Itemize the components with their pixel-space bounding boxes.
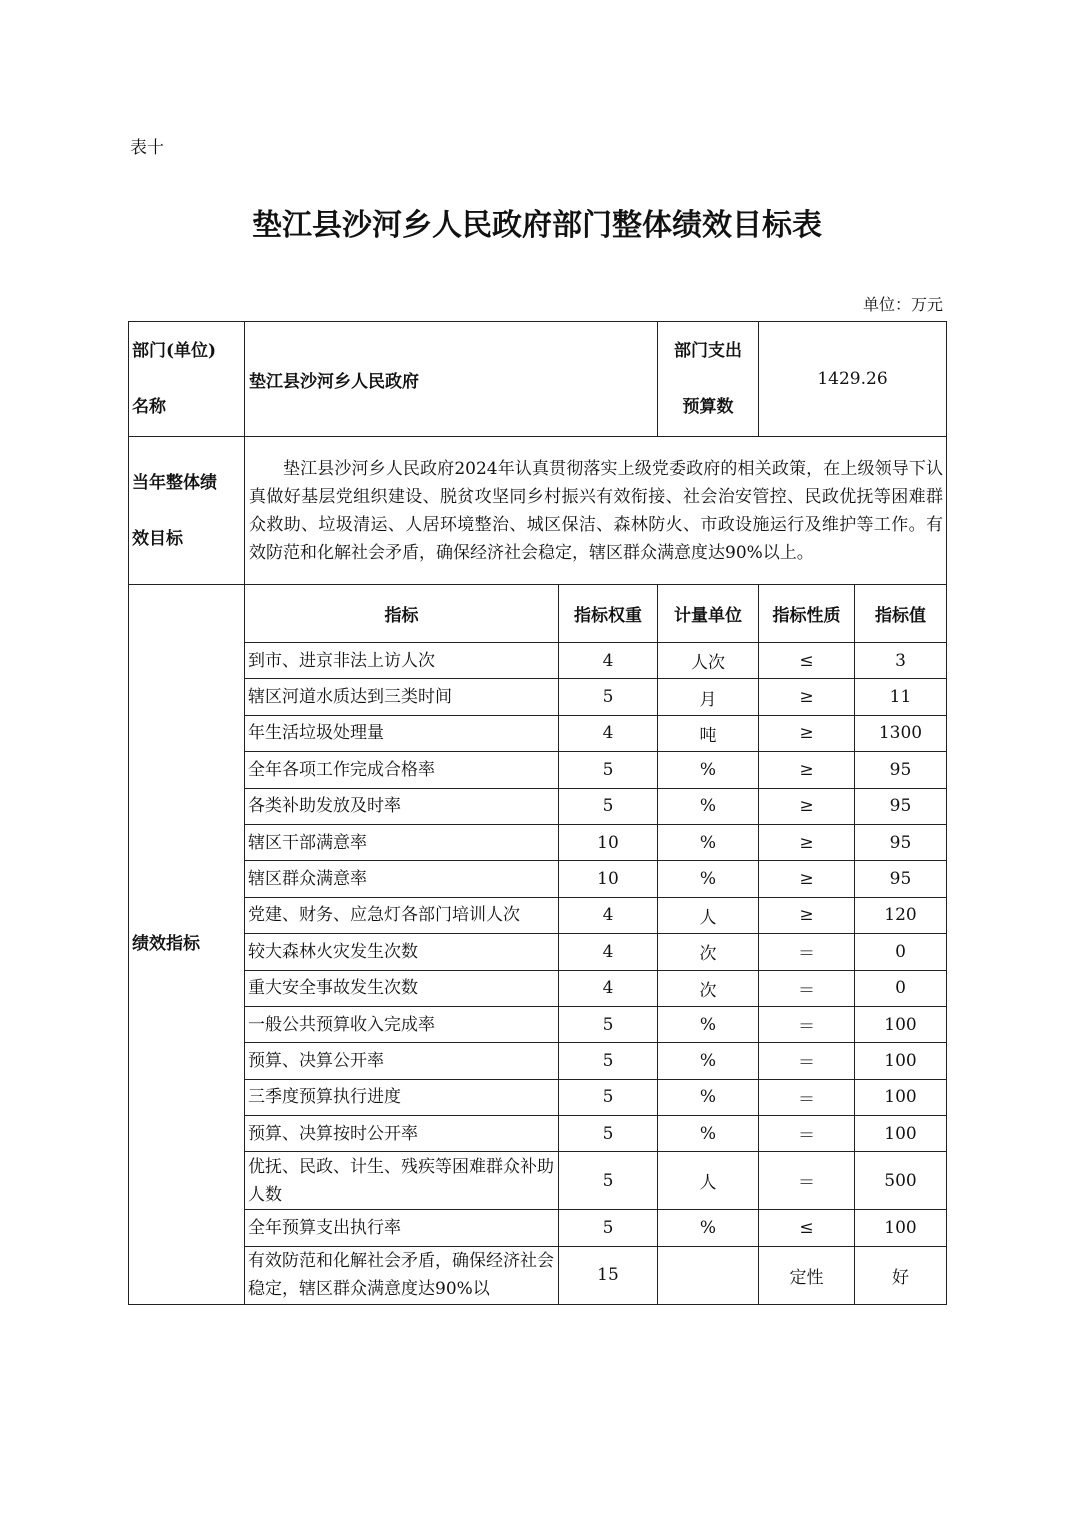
indicator-nature: ≥ [759, 752, 855, 788]
page-title: 垫江县沙河乡人民政府部门整体绩效目标表 [252, 208, 822, 243]
indicator-unit: % [658, 1079, 759, 1115]
dept-name-label: 部门(单位) 名称 [129, 322, 245, 437]
indicator-value: 3 [855, 643, 947, 679]
indicator-nature: ＝ [759, 1079, 855, 1115]
indicator-value: 11 [855, 679, 947, 715]
indicator-name: 三季度预算执行进度 [245, 1079, 559, 1115]
table-row [129, 934, 947, 970]
table-row [129, 752, 947, 788]
indicator-value: 95 [855, 788, 947, 824]
indicator-weight: 5 [559, 1152, 658, 1210]
indicator-nature: ≥ [759, 715, 855, 751]
indicator-value: 100 [855, 1210, 947, 1246]
indicator-value: 95 [855, 861, 947, 897]
indicator-name: 各类补助发放及时率 [245, 788, 559, 824]
indicator-weight: 15 [559, 1246, 658, 1304]
dept-name-value: 垫江县沙河乡人民政府 [245, 322, 658, 437]
indicator-nature: ≥ [759, 861, 855, 897]
indicator-name: 党建、财务、应急灯各部门培训人次 [245, 897, 559, 933]
table-row [129, 1246, 947, 1304]
indicator-value: 100 [855, 1116, 947, 1152]
budget-value: 1429.26 [759, 322, 947, 437]
indicator-weight: 4 [559, 643, 658, 679]
indicator-value: 100 [855, 1006, 947, 1042]
indicator-name: 预算、决算公开率 [245, 1043, 559, 1079]
indicator-weight: 4 [559, 897, 658, 933]
indicator-unit: % [658, 1043, 759, 1079]
indicator-weight: 5 [559, 1043, 658, 1079]
indicator-unit: % [658, 1116, 759, 1152]
indicator-value: 100 [855, 1079, 947, 1115]
col-header-indicator: 指标 [245, 585, 559, 643]
indicator-value: 95 [855, 752, 947, 788]
indicator-nature: ≤ [759, 643, 855, 679]
budget-label: 部门支出 预算数 [658, 322, 759, 437]
indicator-value: 1300 [855, 715, 947, 751]
table-row [129, 1079, 947, 1115]
table-row [129, 788, 947, 824]
indicator-name: 到市、进京非法上访人次 [245, 643, 559, 679]
indicator-value: 95 [855, 824, 947, 860]
table-row [129, 970, 947, 1006]
indicator-nature: ＝ [759, 1006, 855, 1042]
indicator-unit: 次 [658, 934, 759, 970]
indicator-weight: 5 [559, 1079, 658, 1115]
indicator-nature: ＝ [759, 934, 855, 970]
indicator-weight: 4 [559, 970, 658, 1006]
indicator-unit: 次 [658, 970, 759, 1006]
goal-row [129, 437, 947, 585]
indicator-value: 500 [855, 1152, 947, 1210]
indicator-name: 有效防范和化解社会矛盾，确保经济社会稳定，辖区群众满意度达90%以 [245, 1246, 559, 1304]
indicator-unit: % [658, 1210, 759, 1246]
table-number-label: 表十 [130, 138, 164, 158]
indicator-nature: ≤ [759, 1210, 855, 1246]
indicator-unit: % [658, 788, 759, 824]
indicator-nature: ≥ [759, 897, 855, 933]
indicator-unit: % [658, 1006, 759, 1042]
indicator-value: 0 [855, 970, 947, 1006]
indicator-name: 辖区河道水质达到三类时间 [245, 679, 559, 715]
indicator-unit: 人 [658, 897, 759, 933]
indicator-unit: % [658, 861, 759, 897]
indicator-name: 辖区群众满意率 [245, 861, 559, 897]
table-row [129, 1116, 947, 1152]
indicator-weight: 5 [559, 679, 658, 715]
col-header-weight: 指标权重 [559, 585, 658, 643]
table-row [129, 1006, 947, 1042]
table-row [129, 897, 947, 933]
indicator-nature: ＝ [759, 1116, 855, 1152]
indicator-name: 重大安全事故发生次数 [245, 970, 559, 1006]
indicator-value: 100 [855, 1043, 947, 1079]
col-header-unit: 计量单位 [658, 585, 759, 643]
indicator-value: 0 [855, 934, 947, 970]
indicator-weight: 5 [559, 752, 658, 788]
indicator-name: 一般公共预算收入完成率 [245, 1006, 559, 1042]
indicator-nature: ＝ [759, 1043, 855, 1079]
unit-label: 单位：万元 [862, 295, 943, 314]
indicator-unit: 人次 [658, 643, 759, 679]
indicator-value: 好 [855, 1246, 947, 1304]
indicator-nature: ≥ [759, 824, 855, 860]
indicator-unit: 月 [658, 679, 759, 715]
table-row [129, 1043, 947, 1079]
indicator-value: 120 [855, 897, 947, 933]
indicator-nature: 定性 [759, 1246, 855, 1304]
indicator-nature: ≥ [759, 679, 855, 715]
indicator-name: 预算、决算按时公开率 [245, 1116, 559, 1152]
indicator-weight: 5 [559, 1006, 658, 1042]
indicator-unit: % [658, 752, 759, 788]
performance-table [128, 321, 947, 1305]
table-row [129, 679, 947, 715]
goal-text: 垫江县沙河乡人民政府2024年认真贯彻落实上级党委政府的相关政策，在上级领导下认真做好基层党组织建设、脱贫攻坚同乡村振兴有效衔接、社会治安管控、民政优抚等困难群众救助、垃圾清运、人居环境整治、城区保洁、森林防火、市政设施运行及维护等工作。有效防范和化解社会矛盾，确保经济社会稳定，辖区群众满意度达90%以上。 [245, 437, 947, 585]
table-row [129, 824, 947, 860]
table-row [129, 861, 947, 897]
indicator-weight: 10 [559, 824, 658, 860]
table-row [129, 1152, 947, 1210]
indicator-unit: % [658, 824, 759, 860]
indicator-name: 年生活垃圾处理量 [245, 715, 559, 751]
table-row [129, 715, 947, 751]
indicator-name: 全年预算支出执行率 [245, 1210, 559, 1246]
col-header-nature: 指标性质 [759, 585, 855, 643]
indicator-weight: 5 [559, 1116, 658, 1152]
indicator-unit: 人 [658, 1152, 759, 1210]
goal-label: 当年整体绩 效目标 [129, 437, 245, 585]
indicator-header-row [129, 585, 947, 643]
indicator-name: 辖区干部满意率 [245, 824, 559, 860]
indicator-unit: 吨 [658, 715, 759, 751]
indicator-weight: 4 [559, 715, 658, 751]
col-header-value: 指标值 [855, 585, 947, 643]
indicator-weight: 10 [559, 861, 658, 897]
indicator-nature: ≥ [759, 788, 855, 824]
indicator-weight: 5 [559, 1210, 658, 1246]
indicator-unit [658, 1246, 759, 1304]
indicator-weight: 5 [559, 788, 658, 824]
indicator-weight: 4 [559, 934, 658, 970]
table-row [129, 643, 947, 679]
indicator-section-label: 绩效指标 [129, 585, 245, 1305]
table-row [129, 1210, 947, 1246]
indicator-name: 较大森林火灾发生次数 [245, 934, 559, 970]
indicator-name: 全年各项工作完成合格率 [245, 752, 559, 788]
indicator-nature: ＝ [759, 1152, 855, 1210]
dept-row [129, 322, 947, 437]
indicator-name: 优抚、民政、计生、残疾等困难群众补助人数 [245, 1152, 559, 1210]
indicator-nature: ＝ [759, 970, 855, 1006]
